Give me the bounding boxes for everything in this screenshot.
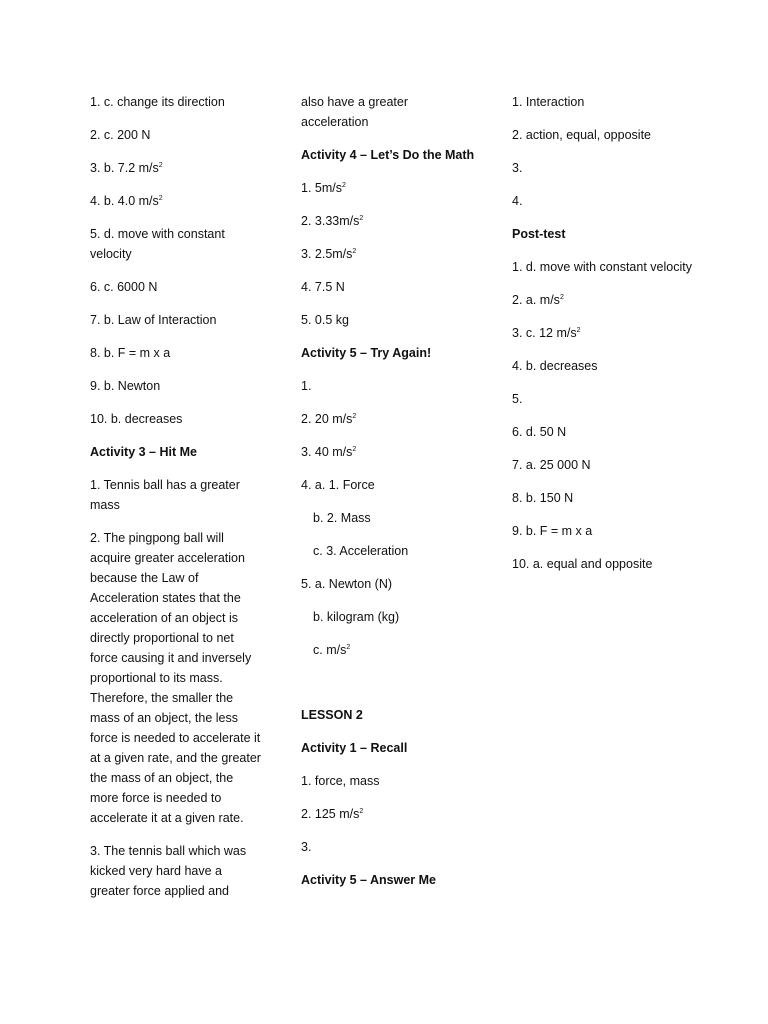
answer-text: 3. 2.5m/s — [301, 247, 353, 261]
exponent: 2 — [559, 293, 564, 301]
answer-line — [301, 640, 476, 660]
answer-line — [512, 257, 692, 277]
answer-text: 2. 125 m/s — [301, 807, 360, 821]
answer-line — [512, 323, 692, 343]
answer-line — [301, 607, 476, 627]
answer-line — [90, 92, 265, 112]
answer-line — [301, 409, 476, 429]
exponent: 2 — [352, 247, 357, 255]
answer-line — [301, 837, 476, 857]
answer-line — [512, 488, 692, 508]
answer-text: 8. b. 150 N — [512, 491, 574, 505]
answer-line — [301, 310, 476, 330]
answer-text: 10. a. equal and opposite — [512, 557, 653, 571]
section-heading — [301, 870, 476, 890]
answer-text: 6. c. 6000 N — [90, 280, 158, 294]
answer-line — [90, 343, 265, 363]
answer-line — [301, 541, 476, 561]
answer-line — [301, 771, 476, 791]
answer-line — [90, 528, 265, 828]
answer-key-column-1 — [90, 92, 265, 914]
answer-text: also have a greater acceleration — [301, 95, 409, 129]
answer-text: 9. b. F = m x a — [512, 524, 593, 538]
answer-line — [301, 475, 476, 495]
section-heading — [301, 145, 476, 165]
answer-text: 1. Interaction — [512, 95, 585, 109]
answer-text: 8. b. F = m x a — [90, 346, 171, 360]
answer-text: 2. action, equal, opposite — [512, 128, 651, 142]
answer-text: 1. d. move with constant velocity — [512, 260, 692, 274]
exponent: 2 — [158, 194, 163, 202]
answer-text: 3. — [301, 840, 312, 854]
answer-line — [301, 376, 476, 396]
answer-text: LESSON 2 — [301, 708, 363, 722]
answer-text: 5. d. move with constant velocity — [90, 227, 225, 261]
answer-text: 9. b. Newton — [90, 379, 161, 393]
answer-text: Activity 3 – Hit Me — [90, 445, 197, 459]
answer-line — [301, 508, 476, 528]
exponent: 2 — [352, 412, 357, 420]
answer-text: b. 2. Mass — [313, 511, 371, 525]
answer-text: 1. Tennis ball has a greater mass — [90, 478, 240, 512]
answer-text: 2. 20 m/s — [301, 412, 353, 426]
answer-line — [301, 442, 476, 462]
answer-line — [90, 841, 265, 901]
answer-text: 2. c. 200 N — [90, 128, 151, 142]
answer-text: 2. The pingpong ball will acquire greater acceleration because the Law of Acceleration states that the acceleration of an object is directly proportional to net force causing it and inversely proportional to its mass. Therefore, the smaller the mass of an object, the less force is needed to accelerate it at a given rate, and the greater the mass of an object, the more force is needed to accelerate it at a given rate. — [90, 531, 261, 825]
answer-line — [90, 475, 265, 515]
answer-line — [512, 92, 692, 112]
answer-text: 4. b. decreases — [512, 359, 598, 373]
answer-line — [512, 521, 692, 541]
exponent: 2 — [359, 214, 364, 222]
answer-line — [512, 356, 692, 376]
answer-text: 5. a. Newton (N) — [301, 577, 393, 591]
section-heading — [301, 738, 476, 758]
answer-text: 1. — [301, 379, 312, 393]
answer-line — [301, 92, 476, 132]
answer-line — [90, 277, 265, 297]
answer-line — [301, 574, 476, 594]
answer-text: 4. b. 4.0 m/s — [90, 194, 159, 208]
answer-line — [512, 554, 692, 574]
answer-text: 7. a. 25 000 N — [512, 458, 591, 472]
answer-text: c. 3. Acceleration — [313, 544, 409, 558]
answer-line — [90, 224, 265, 264]
answer-text: 2. 3.33m/s — [301, 214, 360, 228]
answer-text: 4. 7.5 N — [301, 280, 345, 294]
exponent: 2 — [576, 326, 581, 334]
answer-line — [301, 211, 476, 231]
answer-text: Post-test — [512, 227, 566, 241]
answer-text: 10. b. decreases — [90, 412, 183, 426]
answer-line — [301, 277, 476, 297]
answer-line — [90, 125, 265, 145]
answer-text: 1. force, mass — [301, 774, 380, 788]
answer-text: 7. b. Law of Interaction — [90, 313, 217, 327]
answer-text: 1. 5m/s — [301, 181, 342, 195]
exponent: 2 — [346, 643, 351, 651]
answer-text: 3. b. 7.2 m/s — [90, 161, 159, 175]
answer-line — [512, 455, 692, 475]
answer-text: 3. c. 12 m/s — [512, 326, 577, 340]
answer-text: 2. a. m/s — [512, 293, 560, 307]
answer-text: 3. The tennis ball which was kicked very hard have a greater force applied and — [90, 844, 247, 898]
answer-text: 4. a. 1. Force — [301, 478, 375, 492]
answer-line — [512, 125, 692, 145]
answer-text: Activity 5 – Answer Me — [301, 873, 437, 887]
answer-text: 1. c. change its direction — [90, 95, 225, 109]
section-heading — [512, 224, 692, 244]
answer-text: 3. — [512, 161, 523, 175]
answer-text: 5. — [512, 392, 523, 406]
answer-text: 4. — [512, 194, 523, 208]
section-heading — [301, 343, 476, 363]
answer-line — [512, 158, 692, 178]
answer-text: Activity 5 – Try Again! — [301, 346, 432, 360]
answer-text: b. kilogram (kg) — [313, 610, 400, 624]
answer-line — [90, 409, 265, 429]
answer-text: 6. d. 50 N — [512, 425, 567, 439]
answer-text: 5. 0.5 kg — [301, 313, 349, 327]
answer-text: c. m/s — [313, 643, 347, 657]
answer-key-column-3 — [512, 92, 692, 587]
answer-line — [512, 422, 692, 442]
answer-line — [90, 158, 265, 178]
answer-text: Activity 4 – Let’s Do the Math — [301, 148, 475, 162]
exponent: 2 — [158, 161, 163, 169]
exponent: 2 — [352, 445, 357, 453]
answer-text: 3. 40 m/s — [301, 445, 353, 459]
exponent: 2 — [342, 181, 346, 189]
answer-line — [301, 178, 476, 198]
answer-line — [512, 290, 692, 310]
answer-line — [301, 804, 476, 824]
answer-key-column-2 — [301, 92, 476, 903]
exponent: 2 — [359, 807, 364, 815]
answer-text: Activity 1 – Recall — [301, 741, 408, 755]
answer-line — [90, 191, 265, 211]
answer-line — [301, 244, 476, 264]
answer-line — [90, 376, 265, 396]
answer-line — [512, 191, 692, 211]
section-heading — [301, 705, 476, 725]
answer-line — [512, 389, 692, 409]
section-heading — [90, 442, 265, 462]
answer-line — [90, 310, 265, 330]
